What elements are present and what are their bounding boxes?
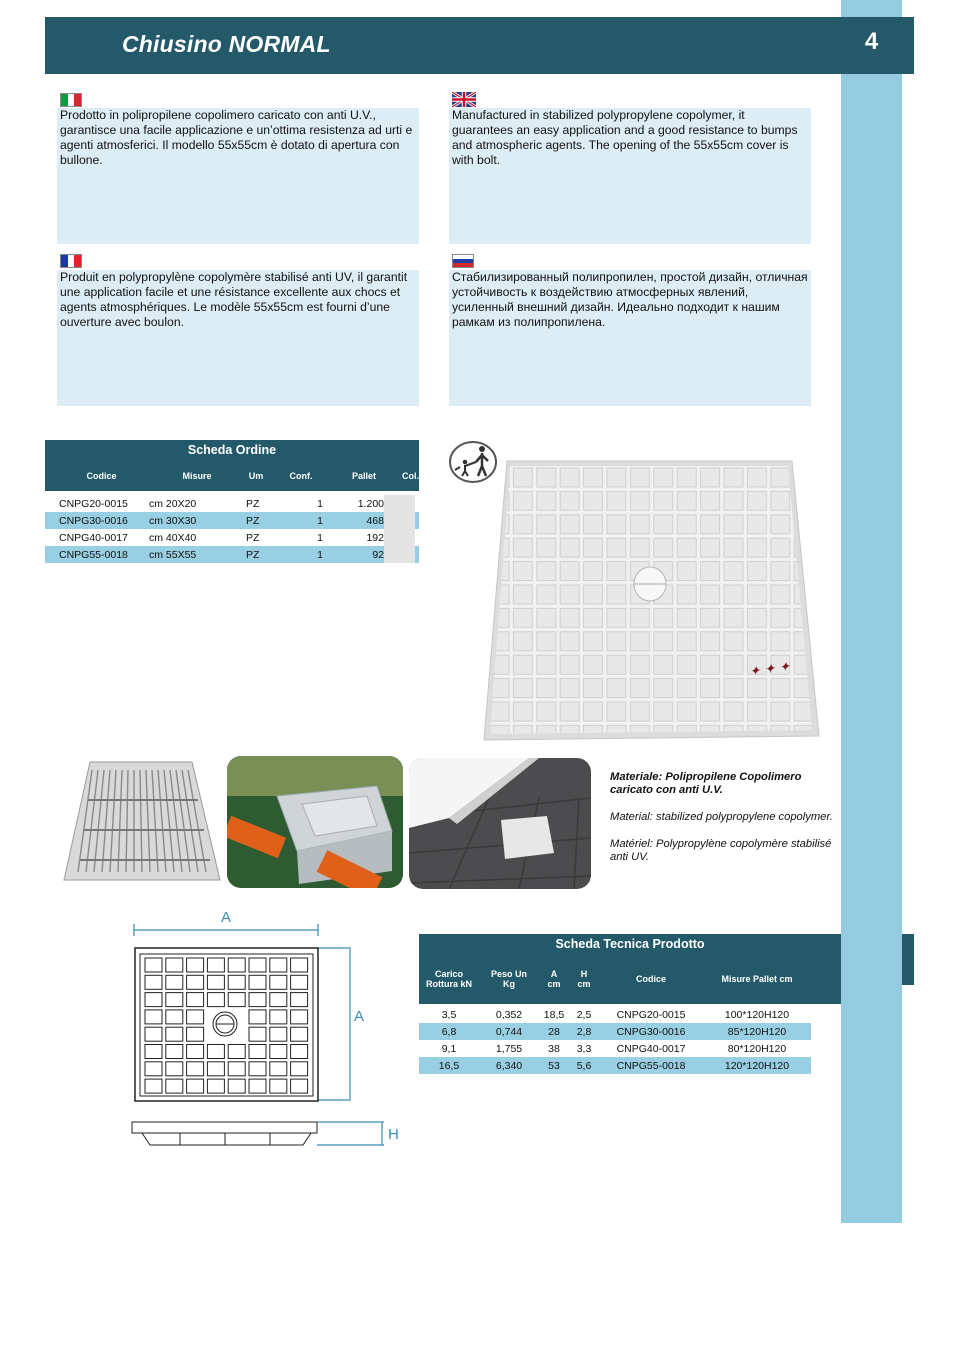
column-header: A cm	[547, 969, 561, 989]
column-header: Codice	[635, 974, 666, 984]
cell-h: 5,6	[576, 1059, 592, 1072]
france-flag-icon	[60, 254, 82, 268]
tech-table-header	[419, 954, 841, 1004]
side-color-band	[841, 0, 902, 1223]
cell-unit: PZ	[246, 514, 260, 527]
table-row	[419, 1023, 811, 1040]
cell-size: cm 40X40	[149, 531, 197, 544]
cell-load: 6,8	[441, 1025, 457, 1038]
cell-pallet-size: 120*120H120	[724, 1059, 790, 1072]
table-row	[45, 495, 419, 512]
cell-pallet: 192	[366, 531, 384, 544]
cell-conf: 1	[317, 531, 323, 544]
svg-text:✦ ✦ ✦: ✦ ✦ ✦	[748, 659, 792, 680]
table-row	[45, 512, 419, 529]
cell-col	[384, 512, 415, 529]
table-row	[45, 529, 419, 546]
description-english: Manufactured in stabilized polypropylene copolymer, it guarantees an easy application and a good resistance to bumps and atmospheric agents. The opening of the 55x55cm cover is with bolt.	[449, 108, 811, 244]
cell-code: CNPG55-0018	[59, 548, 128, 561]
cell-load: 16,5	[438, 1059, 460, 1072]
italy-flag-icon	[60, 93, 82, 107]
cell-h: 2,5	[576, 1008, 592, 1021]
column-header: Col.	[402, 470, 419, 481]
cell-weight: 6,340	[495, 1059, 523, 1072]
cell-pallet-size: 80*120H120	[727, 1042, 787, 1055]
material-en: Material: stabilized polypropylene copolymer.	[610, 811, 833, 823]
cell-pallet: 1.200	[357, 497, 384, 510]
cell-a: 38	[548, 1042, 560, 1055]
cell-weight: 0,352	[495, 1008, 523, 1021]
cell-weight: 1,755	[495, 1042, 523, 1055]
floor-photo	[409, 758, 591, 889]
cell-pallet-size: 85*120H120	[727, 1025, 787, 1038]
cell-code: CNPG40-0017	[59, 531, 128, 544]
cell-weight: 0,744	[495, 1025, 523, 1038]
cell-a: 18,5	[543, 1008, 565, 1021]
cell-a: 53	[548, 1059, 560, 1072]
cell-code: CNPG30-0016	[59, 514, 128, 527]
cell-load: 9,1	[441, 1042, 457, 1055]
cell-pallet: 92	[372, 548, 384, 561]
cell-unit: PZ	[246, 497, 260, 510]
grate-photo	[62, 760, 222, 887]
materials-text	[610, 771, 835, 878]
page-number: 4	[864, 28, 879, 55]
section-tab	[902, 934, 914, 985]
cell-size: cm 55X55	[149, 548, 197, 561]
cell-unit: PZ	[246, 531, 260, 544]
cell-load: 3,5	[441, 1008, 457, 1021]
cell-code: CNPG55-0018	[616, 1059, 686, 1072]
cell-col	[384, 529, 415, 546]
column-header: Conf.	[289, 470, 313, 481]
product-cover-image	[482, 458, 822, 748]
technical-drawing	[128, 908, 408, 1158]
cell-col	[384, 495, 415, 512]
material-it: Materiale: Polipropilene Copolimero caricato con anti U.V.	[610, 771, 802, 796]
column-header: Carico Rottura kN	[425, 969, 472, 989]
cell-h: 2,8	[576, 1025, 592, 1038]
cell-col	[384, 546, 415, 563]
column-header: Misure Pallet cm	[721, 974, 793, 984]
page-title: Chiusino NORMAL	[122, 31, 331, 57]
table-row	[419, 1040, 811, 1057]
cell-code: CNPG20-0015	[616, 1008, 686, 1021]
cell-unit: PZ	[246, 548, 260, 561]
table-row	[419, 1057, 811, 1074]
description-italian: Prodotto in polipropilene copolimero caricato con anti U.V., garantisce una facile applicazione e un’ottima resistenza ad urti e agenti atmosferici. Il modello 55x55cm è dotato di apertura con bullone.	[57, 108, 419, 244]
material-fr: Matériel: Polypropylène copolymère stabilisé anti UV.	[610, 838, 832, 863]
column-header: Codice	[86, 470, 117, 481]
table-row	[45, 546, 419, 563]
cell-pallet-size: 100*120H120	[724, 1008, 790, 1021]
cell-h: 3,3	[576, 1042, 592, 1055]
cell-size: cm 20X20	[149, 497, 197, 510]
order-table-title: Scheda Ordine	[187, 443, 277, 457]
dimension-a-side: A	[354, 1008, 365, 1025]
column-header: Pallet	[351, 470, 376, 481]
cell-conf: 1	[317, 497, 323, 510]
cell-code: CNPG20-0015	[59, 497, 128, 510]
column-header: H cm	[577, 969, 591, 989]
dimension-a-top: A	[221, 909, 232, 926]
column-header: Misure	[182, 470, 212, 481]
order-table-header	[45, 460, 419, 491]
cell-a: 28	[548, 1025, 560, 1038]
description-russian: Стабилизированный полипропилен, простой дизайн, отличная устойчивость к воздействию атмосферных явлений, усиленный внешний дизайн. Идеально подходит к нашим рамкам из полипропилена.	[449, 270, 811, 406]
description-french: Produit en polypropylène copolymère stabilisé anti UV, il garantit une application facile et une résistance excellente aux chocs et agents atmosphériques. Le modèle 55x55cm est fourni d’une ouverture avec boulon.	[57, 270, 419, 406]
order-table	[45, 440, 419, 563]
cell-code: CNPG30-0016	[616, 1025, 686, 1038]
column-header: Um	[248, 470, 264, 481]
cell-conf: 1	[317, 514, 323, 527]
russia-flag-icon	[452, 254, 474, 268]
cell-pallet: 468	[366, 514, 384, 527]
cell-conf: 1	[317, 548, 323, 561]
column-header: Peso Un Kg	[490, 969, 527, 989]
tech-table-title: Scheda Tecnica Prodotto	[555, 937, 705, 951]
dimension-h: H	[388, 1126, 399, 1143]
installation-photo	[227, 756, 403, 888]
cell-code: CNPG40-0017	[616, 1042, 686, 1055]
table-row	[419, 1006, 811, 1023]
cell-size: cm 30X30	[149, 514, 197, 527]
tech-table	[419, 934, 841, 1074]
